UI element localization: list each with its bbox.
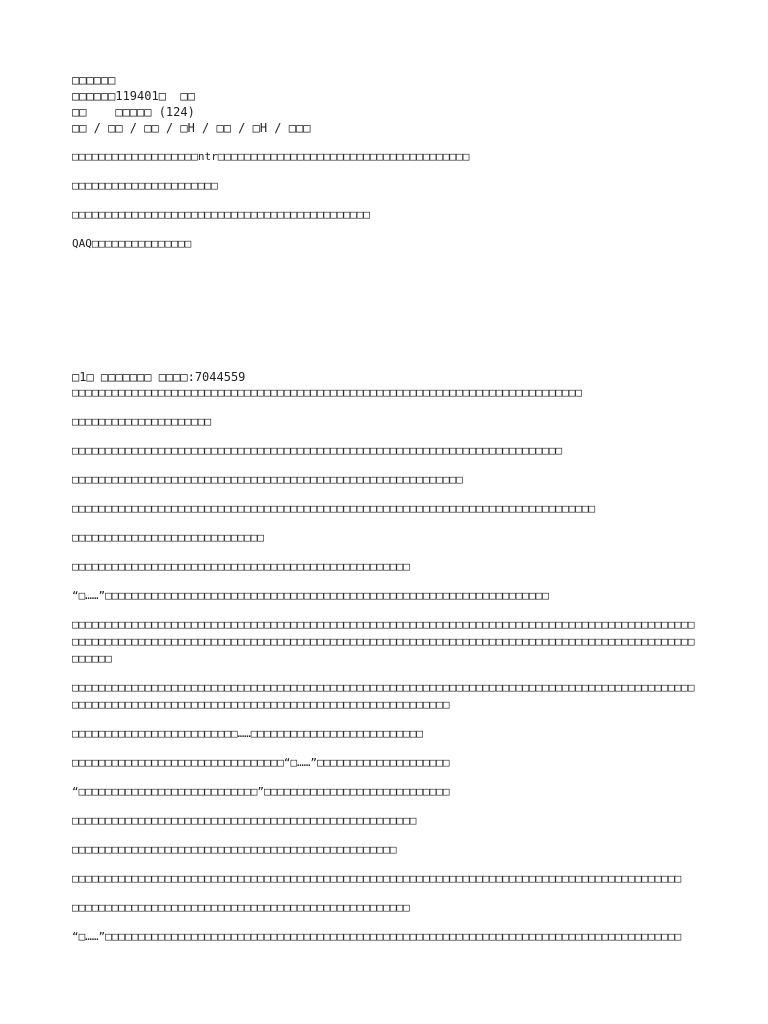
chapter-paragraph: □□□□□□□□□□□□□□□□□□□□□□□□□□□□□□□□□□□□□□□□□□□□□□□□□□□□□□□□□□□□□□□□□□□□□□□□□□□□□□□□□□□□□□□□□□□□ [72, 872, 682, 885]
chapter-paragraph: □□□□□□□□□□□□□□□□□□□□□□□□□□□□□□□□“□……”□□□□□□□□□□□□□□□□□□□□ [72, 756, 450, 769]
chapter-paragraph: □□□□□□□□□□□□□□□□□□□□□□□□□□□□□□□□□□□□□□□□□□□□□□□□□□□□□□□□□□□□□□□□□□□□□□□□□□ [72, 444, 563, 457]
chapter-paragraph: “□……”□□□□□□□□□□□□□□□□□□□□□□□□□□□□□□□□□□□□□□□□□□□□□□□□□□□□□□□□□□□□□□□□□□□ [72, 589, 549, 602]
intro-paragraph: □□□□□□□□□□□□□□□□□□□ntr□□□□□□□□□□□□□□□□□□□□□□□□□□□□□□□□□□□□□□ [72, 150, 470, 163]
chapter-paragraph: □□□□□□□□□□□□□□□□□□□□□□□□□□□□□□□□□□□□□□□□□□□□□□□□□□□□□□□□□□□□□□□□□□□□□□□□□□□□□ [72, 386, 582, 399]
chapter-paragraph: □□□□□□□□□□□□□□□□□□□□□□□□□□□□□□□□□□□□□□□□□□□□□□□□□ [72, 843, 397, 856]
chapter-paragraph: □□□□□□□□□□□□□□□□□□□□□□□□□□□□□□□□□□□□□□□□□□□□□□□□□□□□□□□□□□□ [72, 473, 463, 486]
intro-paragraph: QAQ□□□□□□□□□□□□□□□ [72, 237, 192, 250]
chapter-paragraph: □□□□□□□□□□□□□□□□□□□□□□□□□□□□□□□□□□□□□□□□□□□□□□□□□□□□□□□□□□□□□□□□□□□□□□□□□□□□□□□ [72, 502, 596, 515]
chapter-paragraph: □□□□□□□□□□□□□□□□□□□□□□□□□□□□□□□□□□□□□□□□□□□□□□□□□□□□ [72, 814, 417, 827]
chapter-paragraph: □□□□□□□□□□□□□□□□□□□□□ [72, 415, 212, 428]
work-title: □□□□□□ [72, 73, 116, 87]
chapter-paragraph: “□……”□□□□□□□□□□□□□□□□□□□□□□□□□□□□□□□□□□□□□□□□□□□□□□□□□□□□□□□□□□□□□□□□□□□□□□□□□□□□□□□□□□□□□□□ [72, 930, 682, 943]
intro-paragraph: □□□□□□□□□□□□□□□□□□□□□□ [72, 179, 218, 192]
tag-list: □□ / □□ / □□ / □H / □□ / □H / □□□ [72, 121, 311, 135]
chapter-paragraph: □□□□□□□□□□□□□□□□□□□□□□□□□□□□□□□□□□□□□□□□□□□□□□□□□□□ [72, 901, 410, 914]
chapter-paragraph: □□□□□□□□□□□□□□□□□□□□□□□□□……□□□□□□□□□□□□□□□□□□□□□□□□□□ [72, 727, 423, 740]
chapter-paragraph: “□□□□□□□□□□□□□□□□□□□□□□□□□□□”□□□□□□□□□□□□□□□□□□□□□□□□□□□□ [72, 785, 450, 798]
chapter-heading: □1□ □□□□□□□ □□□□:7044559 [72, 370, 246, 384]
chapter-paragraph: □□□□□□□□□□□□□□□□□□□□□□□□□□□□□□□□□□□□□□□□□□□□□□□□□□□□□□□□□□□□□□□□□□□□□□□□□□□□□□□□□□□□□□□□□□□□□□□□□□□□□□□□□□□□□□□□□□□□□□□□□□□□□□□□□□□□□□□□□□□□□□□□□□□□□□□ [72, 681, 695, 711]
header-spacer [72, 136, 700, 148]
chapter-paragraph: □□□□□□□□□□□□□□□□□□□□□□□□□□□□□□□□□□□□□□□□□□□□□□□□□□□□□□□□□□□□□□□□□□□□□□□□□□□□□□□□□□□□□□□□□□□□□□□□□□□□□□□□□□□□□□□□□□□□□□□□□□□□□□□□□□□□□□□□□□□□□□□□□□□□□□□□□□□□□□□□□□□□□□□□□□□□□□□□□□□□□□□□□□□□□□□□□□ [72, 618, 695, 665]
intro-paragraph: □□□□□□□□□□□□□□□□□□□□□□□□□□□□□□□□□□□□□□□□□□□□□ [72, 208, 371, 221]
document-page [72, 72, 700, 957]
work-id-line: □□□□□□119401□ □□ [72, 89, 195, 103]
work-count-line: □□ □□□□□ (124) [72, 105, 195, 119]
chapter-paragraph: □□□□□□□□□□□□□□□□□□□□□□□□□□□□□ [72, 531, 265, 544]
chapter-body [72, 384, 700, 945]
section-spacer [72, 264, 700, 370]
chapter-paragraph: □□□□□□□□□□□□□□□□□□□□□□□□□□□□□□□□□□□□□□□□□□□□□□□□□□□ [72, 560, 410, 573]
